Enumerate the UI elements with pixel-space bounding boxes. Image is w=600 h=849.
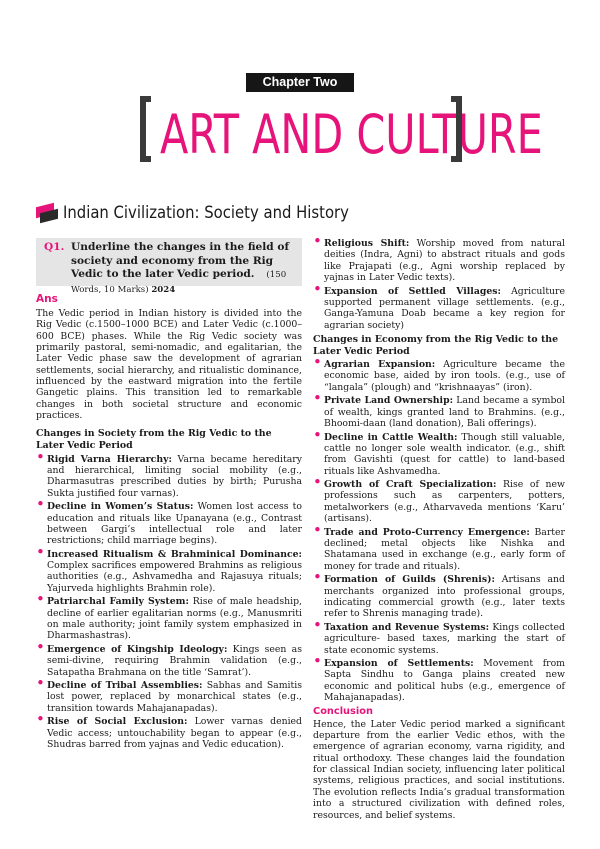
question-text-block — [71, 241, 299, 297]
question-box — [36, 238, 302, 295]
list-item: • Emergence of Kingship Ideology: Kings seen as semi-divine, requiring Brahmin validation (e.g., Satapatha Brahmana on the title ‘Samrat’). — [36, 644, 302, 678]
list-item: • Expansion of Settlements: Movement from Sapta Sindhu to Ganga plains created new economic and political hubs (e.g., emergence of Mahajanapadas). — [313, 658, 565, 703]
chapter-label: Chapter Two — [246, 73, 354, 92]
question-number: Q1. — [44, 241, 65, 253]
list-item: • Growth of Craft Specialization: Rise of new professions such as carpenters, potters, metalworkers (e.g., Atharvaveda mentions ‘Karu’ (artisans). — [313, 479, 565, 524]
answer-intro: The Vedic period in Indian history is divided into the Rig Vedic (c.1500–1000 BCE) and Later Vedic (c.1000–600 BCE) phases. While the Rig Vedic society was primarily pastoral, semi-nomadic, and egalitarian, the Later Vedic phase saw the development of agrarian settlements, social hierarchy, and ritualistic dominance, influenced by the eastward migration into the fertile Gangetic plains. This transition led to remarkable changes in both societal structure and economic practices. — [36, 308, 302, 422]
society-list-continued — [313, 238, 565, 331]
answer-label: Ans — [36, 293, 58, 305]
conclusion-text: Hence, the Later Vedic period marked a significant departure from the earlier Vedic ethos, with the emergence of agrarian economy, varna rigidity, and ritual orthodoxy. These changes laid the foundation for classical Indian society, influencing later political systems, religious practices, and social institutions. The evolution reflects India’s gradual transformation into a structured civilization with defined roles, resources, and belief systems. — [313, 718, 565, 821]
section-title: Indian Civilization: Society and History — [63, 203, 349, 222]
society-list — [36, 454, 302, 751]
list-item: • Agrarian Expansion: Agriculture became the economic base, aided by iron tools. (e.g., use of “langala” (plough) and “krishnaayas” (iron). — [313, 359, 565, 393]
chapter-title-block — [140, 96, 543, 167]
left-bracket-decoration — [140, 96, 151, 162]
question-year: 2024 — [151, 284, 176, 295]
list-item: • Decline in Women’s Status: Women lost access to education and rituals like Upanayana (e.g., Contrast between Gargi’s intellectual role and later restrictions; child marriage begins). — [36, 501, 302, 546]
right-column — [313, 238, 565, 821]
list-item: • Private Land Ownership: Land became a symbol of wealth, kings granted land to Brahmins. (e.g., Bhoomi-daan (land donation), Bali offerings). — [313, 395, 565, 429]
list-item: • Rise of Social Exclusion: Lower varnas denied Vedic access; untouchability began to appear (e.g., Shudras barred from yajnas and Vedic education). — [36, 716, 302, 750]
list-item: • Taxation and Revenue Systems: Kings collected agriculture- based taxes, marking the start of state economic systems. — [313, 622, 565, 656]
question-text: Underline the changes in the field of society and economy from the Rig Vedic to the later Vedic period. — [71, 241, 290, 281]
question-marks: (150 Words, 10 Marks) — [71, 270, 287, 295]
section-heading — [36, 201, 566, 231]
list-item: • Patriarchal Family System: Rise of male headship, decline of earlier egalitarian norms (e.g., Manusmriti on male authority; joint family system emphasized in Dharmashastras). — [36, 596, 302, 641]
list-item: • Decline in Cattle Wealth: Though still valuable, cattle no longer sole wealth indicator. (e.g., shift from Gavishti (quest for cattle) to land-based rituals like Ashvamedha. — [313, 432, 565, 477]
list-item: • Increased Ritualism & Brahminical Dominance: Complex sacrifices empowered Brahmins as religious authorities (e.g., Ashvamedha and Rajasuya rituals; Yajurveda highlights Brahmin role). — [36, 549, 302, 594]
list-item: • Expansion of Settled Villages: Agriculture supported permanent village settlements. (e.g., Ganga-Yamuna Doab became a key region for agrarian society) — [313, 286, 565, 331]
society-heading: Changes in Society from the Rig Vedic to the Later Vedic Period — [36, 428, 272, 452]
list-item: • Rigid Varna Hierarchy: Varna became hereditary and hierarchical, limiting social mobility (e.g., Dharmasutras prescribed duties by birth; Purusha Sukta justified four varnas). — [36, 454, 302, 499]
left-column — [36, 293, 302, 753]
list-item: • Decline of Tribal Assemblies: Sabhas and Samitis lost power, replaced by monarchical states (e.g., transition towards Mahajanapadas). — [36, 680, 302, 714]
section-marker-icon — [36, 205, 58, 221]
economy-heading: Changes in Economy from the Rig Vedic to the Later Vedic Period — [313, 333, 559, 357]
right-bracket-decoration — [451, 96, 462, 162]
list-item: • Formation of Guilds (Shrenis): Artisans and merchants organized into professional groups, indicating commercial growth (e.g., later texts refer to Shrenis managing trade). — [313, 574, 565, 619]
list-item: • Trade and Proto-Currency Emergence: Barter declined; metal objects like Nishka and Shatamana used in exchange (e.g., early form of money for trade and rituals). — [313, 527, 565, 572]
economy-list — [313, 359, 565, 703]
chapter-title: ART AND CULTURE — [160, 102, 543, 167]
list-item: • Religious Shift: Worship moved from natural deities (Indra, Agni) to abstract rituals and gods like Prajapati (e.g., Agni worship replaced by yajnas in Later Vedic texts). — [313, 238, 565, 283]
conclusion-label: Conclusion — [313, 706, 373, 718]
